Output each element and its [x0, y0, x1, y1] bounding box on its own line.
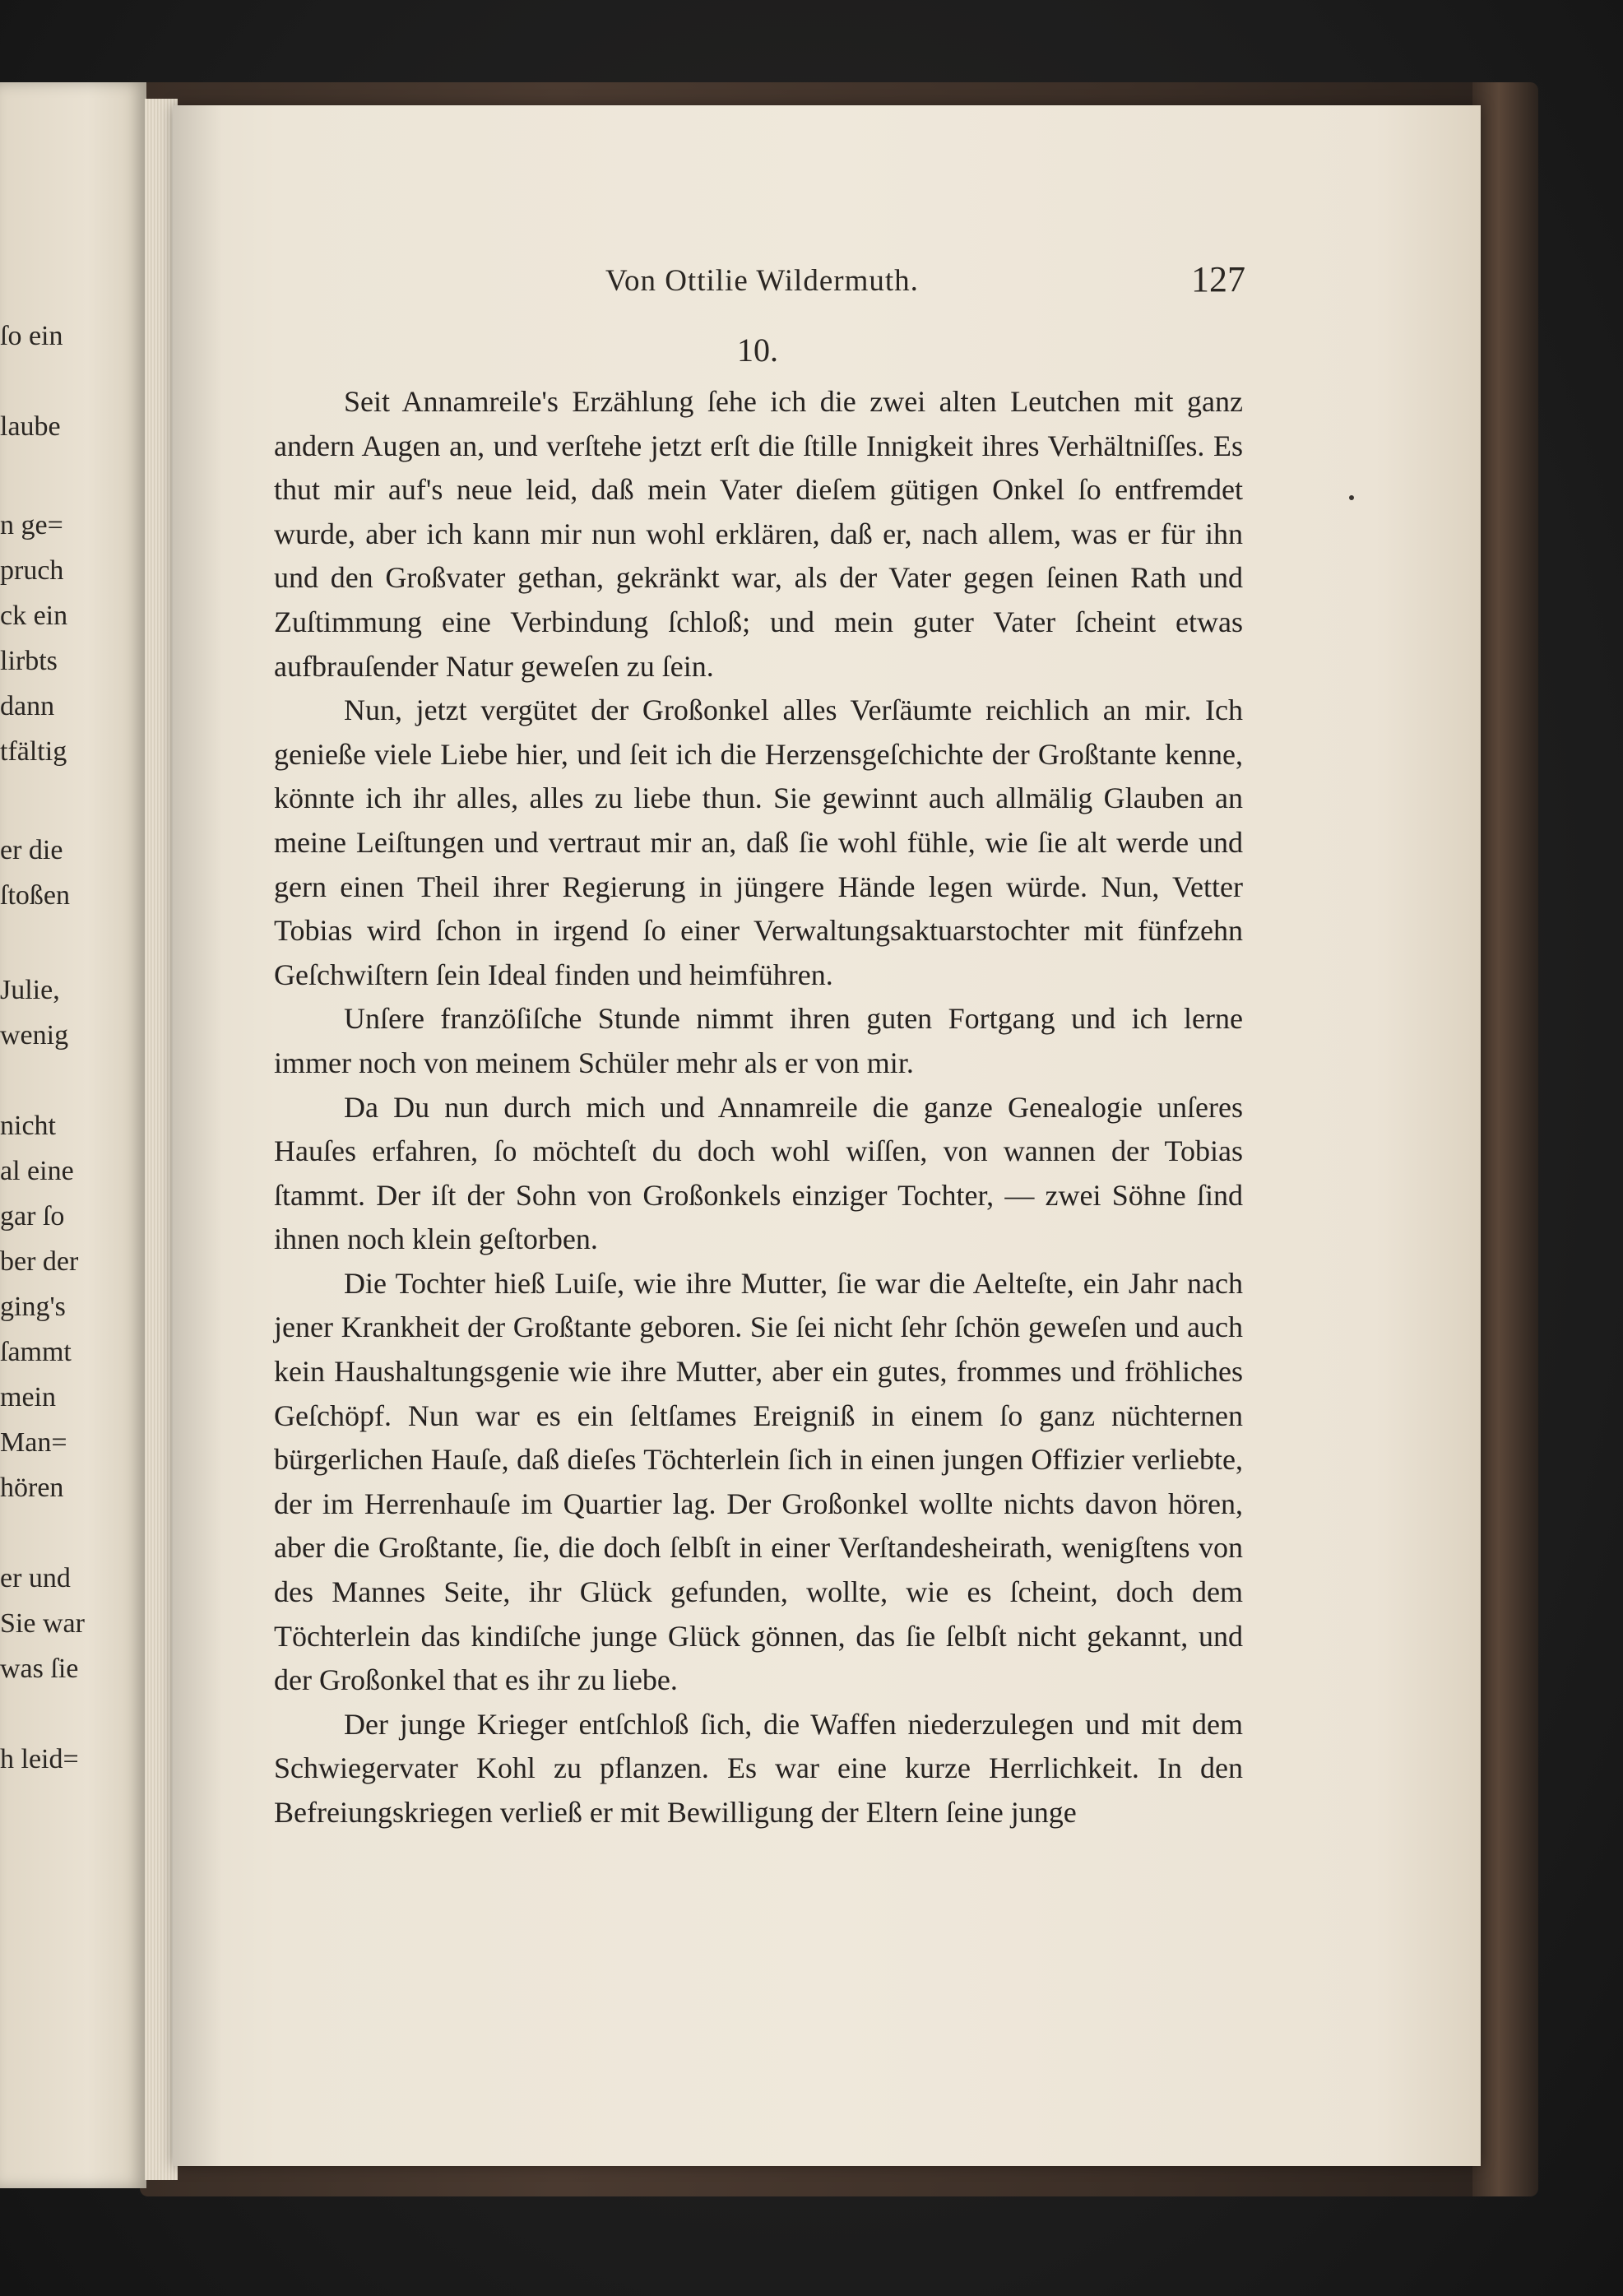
left-fragment: hören: [0, 1473, 64, 1503]
paragraph: Seit Annamreile's Erzählung ſehe ich die zwei alten Leutchen mit ganz andern Augen an, und verſtehe jetzt erſt die ſtille Innigkeit ihres Verhältniſſes. Es thut mir auf's neue leid, daß mein Vater dieſem gütigen Onkel ſo entfremdet wurde, aber ich kann mir nun wohl erklären, daß er, nach allem, was er für ihn und den Großvater gethan, gekränkt war, als der Vater gegen ſeinen Rath und Zuſtimmung eine Verbindung ſchloß; und mein guter Vater ſcheint etwas aufbrauſender Natur geweſen zu ſein.: [274, 385, 1243, 683]
left-fragment: n ge=: [0, 510, 63, 540]
left-fragment: h leid=: [0, 1744, 79, 1774]
paragraph: Da Du nun durch mich und Annamreile die ganze Genealogie unſeres Hauſes erfahren, ſo möchteſt du doch wohl wiſſen, von wannen der Tobias ſtammt. Der iſt der Sohn von Großonkels einziger Tochter, — zwei Söhne ſind ihnen noch klein geſtorben.: [274, 1090, 1243, 1256]
left-fragment: mein: [0, 1382, 56, 1412]
paragraph: Die Tochter hieß Luiſe, wie ihre Mutter, ſie war die Aelteſte, ein Jahr nach jener Krankheit der Großtante geboren. Sie ſei nicht ſehr ſchön geweſen und auch kein Haushaltungsgenie wie ihre Mutter, aber ein gutes, frommes und fröhliches Geſchöpf. Nun war es ein ſeltſames Ereigniß in einem ſo ganz nüchternen bürgerlichen Hauſe, daß dieſes Töchterlein ſich in einen jungen Offizier verliebte, der im Herrenhauſe im Quartier lag. Der Großonkel wollte nichts davon hören, aber die Großtante, ſie, die doch ſelbſt in einer Verſtandesheirath, wenigſtens von des Mannes Seite, ihr Glück gefunden, wollte, wie es ſcheint, doch dem Töchterlein das kindiſche junge Glück gönnen, das ſie ſelbſt nicht gekannt, und der Großonkel that es ihr zu liebe.: [274, 1266, 1243, 1697]
left-fragment: er und: [0, 1563, 71, 1593]
left-fragment: lirbts: [0, 646, 58, 676]
left-fragment: Man=: [0, 1427, 67, 1458]
left-fragment: tfältig: [0, 736, 67, 767]
left-fragment: ging's: [0, 1292, 66, 1322]
left-fragment: ſo ein: [0, 321, 63, 351]
left-fragment: laube: [0, 411, 61, 442]
page-number: 127: [1191, 259, 1245, 299]
left-fragment: Sie war: [0, 1608, 85, 1639]
left-fragment: pruch: [0, 555, 64, 586]
book-cover-edge: [1472, 82, 1538, 2196]
chapter-number: 10.: [737, 332, 778, 369]
paragraph: Nun, jetzt vergütet der Großonkel alles Verſäumte reichlich an mir. Ich genieße viele Liebe hier, und ſeit ich die Herzensgeſchichte der Großtante kenne, könnte ich ihr alles, alles zu liebe thun. Sie gewinnt auch allmälig Glauben an meine Leiſtungen und vertraut mir an, daß ſie wohl fühle, wie ſie alt werde und gern einen Theil ihrer Regierung in jüngere Hände legen würde. Nun, Vetter Tobias wird ſchon in irgend ſo einer Verwaltungsaktuarstochter mit fünfzehn Geſchwiſtern ſein Ideal finden und heimführen.: [274, 693, 1243, 991]
paragraph: Der junge Krieger entſchloß ſich, die Waffen niederzulegen und mit dem Schwiegervater Kohl zu pflanzen. Es war eine kurze Herrlichkeit. In den Befreiungskriegen verließ er mit Bewilligung der Eltern ſeine junge: [274, 1707, 1243, 1829]
running-head: Von Ottilie Wildermuth.: [605, 264, 919, 298]
left-fragment: wenig: [0, 1020, 69, 1051]
ink-spot: [1349, 495, 1354, 500]
body-text: [274, 380, 1243, 1835]
left-fragment: ſtoßen: [0, 880, 70, 911]
left-fragment: ck ein: [0, 601, 68, 631]
left-fragment: ſammt: [0, 1337, 72, 1367]
left-fragment: was ſie: [0, 1654, 79, 1684]
left-fragment: gar ſo: [0, 1201, 65, 1231]
gutter-shadow: [173, 105, 222, 2166]
left-fragment: er die: [0, 835, 63, 865]
left-fragment: dann: [0, 691, 55, 721]
left-fragment: ber der: [0, 1246, 79, 1277]
left-fragment: Julie,: [0, 975, 60, 1005]
left-fragment: nicht: [0, 1111, 56, 1141]
left-fragment: al eine: [0, 1156, 74, 1186]
paragraph: Unſere franzöſiſche Stunde nimmt ihren guten Fortgang und ich lerne immer noch von meinem Schüler mehr als er von mir.: [274, 1002, 1243, 1079]
